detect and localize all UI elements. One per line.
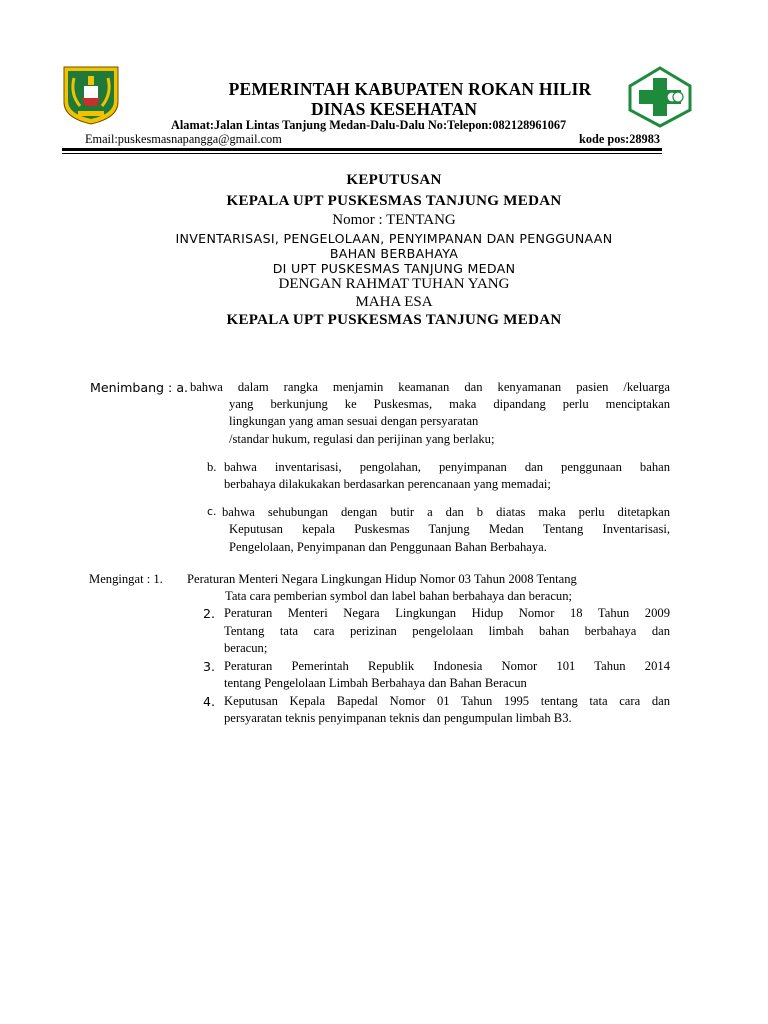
mengingat-3-line1: Peraturan Pemerintah Republik Indonesia Nomor 101 Tahun 2014 bbox=[224, 659, 670, 673]
menimbang-a-line1: bahwa dalam rangka menjamin keamanan dan kenyamanan pasien /keluarga bbox=[190, 380, 670, 394]
menimbang-b-line2: berbahaya dilakukakan berdasarkan perencanaan yang memadai; bbox=[224, 477, 551, 491]
menimbang-b-marker: b. bbox=[207, 460, 217, 474]
header-email: Email:puskesmasnapangga@gmail.com bbox=[85, 132, 282, 146]
decree-issuer: KEPALA UPT PUSKESMAS TANJUNG MEDAN bbox=[226, 193, 562, 209]
header-department-name: DINAS KESEHATAN bbox=[310, 99, 478, 119]
menimbang-c-line1: bahwa sehubungan dengan butir a dan b diatas maka perlu ditetapkan bbox=[222, 505, 670, 519]
mengingat-2-line1: Peraturan Menteri Negara Lingkungan Hidup Nomor 18 Tahun 2009 bbox=[224, 606, 670, 620]
decree-title: KEPUTUSAN bbox=[346, 172, 442, 188]
menimbang-b-line1: bahwa inventarisasi, pengolahan, penyimpanan dan penggunaan bahan bbox=[224, 460, 670, 474]
header-divider-thin bbox=[62, 153, 662, 154]
issuer-repeat: KEPALA UPT PUSKESMAS TANJUNG MEDAN bbox=[226, 312, 562, 328]
decree-number: Nomor : TENTANG bbox=[332, 212, 456, 228]
mengingat-label: Mengingat : 1. bbox=[89, 572, 163, 586]
menimbang-c-marker: c. bbox=[207, 505, 217, 518]
mengingat-3-line2: tentang Pengelolaan Limbah Berbahaya dan Bahan Beracun bbox=[224, 676, 527, 690]
mengingat-3-marker: 3. bbox=[203, 659, 216, 674]
menimbang-c-line3: Pengelolaan, Penyimpanan dan Penggunaan Bahan Berbahaya. bbox=[229, 540, 547, 554]
header-postal-code: kode pos:28983 bbox=[579, 132, 660, 146]
mengingat-1-line2: Tata cara pemberian symbol dan label bahan berbahaya dan beracun; bbox=[225, 589, 573, 603]
menimbang-c-line2: Keputusan kepala Puskesmas Tanjung Medan Tentang Inventarisasi, bbox=[229, 522, 670, 536]
invocation-line2: MAHA ESA bbox=[355, 294, 433, 310]
header-government-name: PEMERINTAH KABUPATEN ROKAN HILIR bbox=[228, 79, 592, 99]
header-divider-thick bbox=[62, 148, 662, 151]
invocation-line1: DENGAN RAHMAT TUHAN YANG bbox=[278, 276, 510, 292]
menimbang-a-line4: /standar hukum, regulasi dan perijinan yang berlaku; bbox=[229, 432, 495, 446]
mengingat-2-marker: 2. bbox=[203, 606, 216, 621]
decree-subject-line1: INVENTARISASI, PENGELOLAAN, PENYIMPANAN DAN PENGGUNAAN bbox=[175, 231, 613, 246]
mengingat-1-line1: Peraturan Menteri Negara Lingkungan Hidup Nomor 03 Tahun 2008 Tentang bbox=[187, 572, 577, 586]
menimbang-a-line2: yang berkunjung ke Puskesmas, maka dipandang perlu menciptakan bbox=[229, 397, 670, 411]
mengingat-4-line1: Keputusan Kepala Bapedal Nomor 01 Tahun 1995 tentang tata cara dan bbox=[224, 694, 670, 708]
menimbang-label: Menimbang : a. bbox=[90, 380, 189, 395]
menimbang-a-line3: lingkungan yang aman sesuai dengan persyaratan bbox=[229, 414, 479, 428]
mengingat-4-marker: 4. bbox=[203, 694, 216, 709]
header-address: Alamat:Jalan Lintas Tanjung Medan-Dalu-Dalu No:Telepon:082128961067 bbox=[171, 118, 567, 132]
decree-subject-line2: BAHAN BERBAHAYA bbox=[329, 246, 459, 261]
mengingat-2-line2: Tentang tata cara perizinan pengelolaan limbah bahan berbahaya dan bbox=[224, 624, 670, 638]
mengingat-2-line3: beracun; bbox=[224, 641, 268, 655]
puskesmas-logo-icon bbox=[626, 66, 694, 128]
mengingat-4-line2: persyaratan teknis penyimpanan teknis dan pengumpulan limbah B3. bbox=[224, 711, 572, 725]
decree-subject-line3: DI UPT PUSKESMAS TANJUNG MEDAN bbox=[272, 261, 516, 276]
